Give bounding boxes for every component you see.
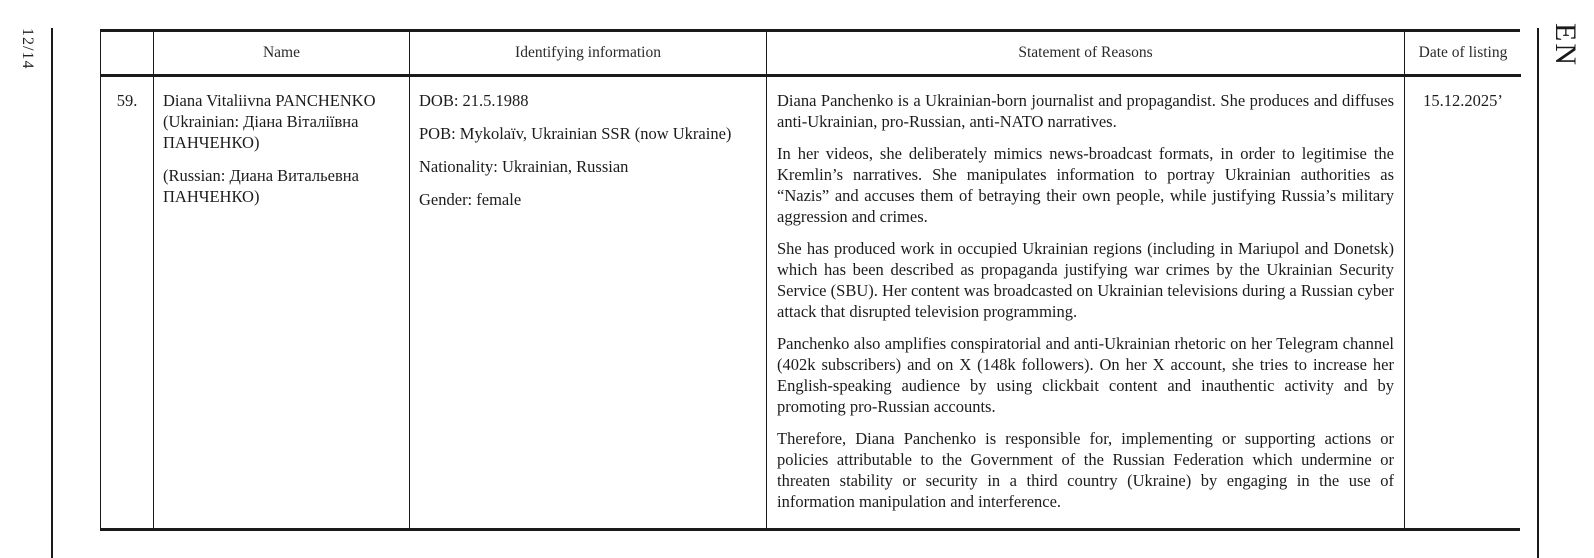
gender-line: Gender: female: [419, 190, 522, 209]
header-number: [101, 32, 153, 77]
reasons-paragraph: Diana Panchenko is a Ukrainian-born journalist and propagandist. She produces and diffuses anti-Ukrainian, pro-Russian, anti-NATO narratives.: [777, 91, 1394, 131]
reasons-paragraph: She has produced work in occupied Ukrainian regions (including in Mariupol and Donetsk) which has been described as propaganda justifying war crimes by the Ukrainian Security Service (SBU). Her content was broadcasted on Ukrainian televisions during a Russian cyber attack that disrupted television programming.: [777, 239, 1394, 321]
reasons-paragraph: Therefore, Diana Panchenko is responsible for, implementing or supporting actions or policies attributable to the Government of the Russian Federation which undermine or threaten stability or security in a third country (Ukraine) by engaging in the use of information manipulation and interference.: [777, 429, 1394, 511]
sanctions-table: [100, 29, 1520, 531]
right-page-rule: [1537, 28, 1539, 558]
identifying-information-cell: [409, 77, 766, 528]
header-identifying-information: Identifying information: [409, 32, 766, 77]
name-primary: Diana Vitaliivna PANCHENKO (Ukrainian: Діана Віталіївна ПАНЧЕНКО): [163, 91, 376, 152]
left-page-rule: [51, 28, 53, 558]
language-code: EN: [1549, 23, 1582, 67]
reasons-paragraph: In her videos, she deliberately mimics news-broadcast formats, in order to legitimise the Kremlin’s narratives. She manipulates information to portray Ukrainian authorities as “Nazis” and accuses them of betraying their own people, while justifying Russia’s military aggression and crimes.: [777, 144, 1394, 226]
nationality-line: Nationality: Ukrainian, Russian: [419, 157, 629, 176]
page-number: 12/14: [19, 28, 36, 70]
header-name: Name: [153, 32, 409, 77]
statement-of-reasons-cell: [766, 77, 1404, 528]
date-of-listing-cell: 15.12.2025’: [1404, 77, 1521, 528]
name-cell: [153, 77, 409, 528]
name-russian: (Russian: Диана Витальевна ПАНЧЕНКО): [163, 166, 359, 206]
header-statement-of-reasons: Statement of Reasons: [766, 32, 1404, 77]
dob-line: DOB: 21.5.1988: [419, 91, 529, 110]
row-number: 59.: [116, 91, 138, 110]
header-date-of-listing: Date of listing: [1404, 32, 1521, 77]
reasons-paragraph: Panchenko also amplifies conspiratorial and anti-Ukrainian rhetoric on her Telegram channel (402k subscribers) and on X (148k followers). On her X account, she tries to increase her English-speaking audience by using clickbait content and inauthentic activity and by promoting pro-Russian accounts.: [777, 334, 1394, 416]
pob-line: POB: Mykolaïv, Ukrainian SSR (now Ukraine): [419, 124, 732, 143]
